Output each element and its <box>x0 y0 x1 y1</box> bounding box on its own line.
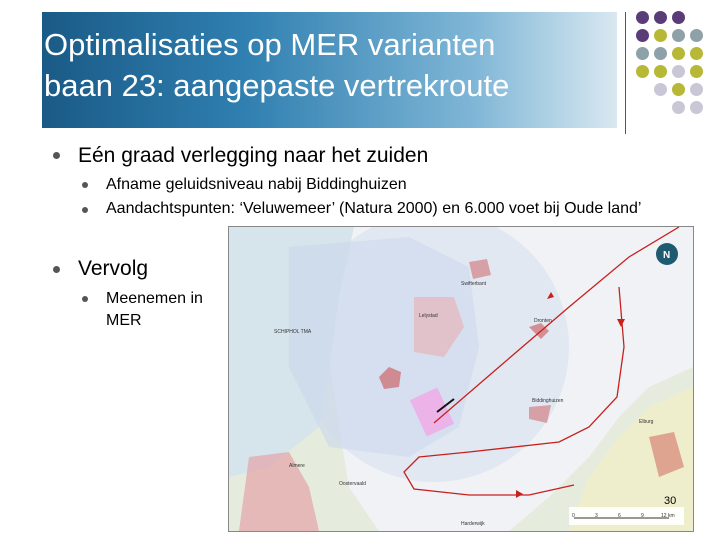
bullet-1-text: Eén graad verlegging naar het zuiden <box>78 144 429 167</box>
north-label: N <box>663 250 671 261</box>
bullet-icon <box>82 296 88 302</box>
label-biddinghuizen: Biddinghuizen <box>532 398 564 404</box>
map-graphic <box>229 227 693 531</box>
dot-icon <box>636 65 649 78</box>
dot-icon <box>672 83 685 96</box>
scale-tick: 3 <box>595 513 598 519</box>
slide-title <box>44 24 624 106</box>
page-number: 30 <box>664 495 677 507</box>
dot-icon <box>690 47 703 60</box>
label-lelystad: Lelystad <box>419 313 438 319</box>
scale-tick: 0 <box>572 513 575 519</box>
label-harderwijk: Harderwijk <box>461 521 485 527</box>
scale-tick: 9 <box>641 513 644 519</box>
route-map <box>228 226 694 532</box>
label-swifterbant: Swifterbant <box>461 281 487 287</box>
label-schiphol: SCHIPHOL TMA <box>274 329 312 335</box>
dot-icon <box>690 65 703 78</box>
dot-icon <box>672 47 685 60</box>
dot-icon <box>672 65 685 78</box>
sub-bullet-2-1: Meenemen in MER <box>106 290 203 329</box>
sub-bullet-1-2: Aandachtspunten: ‘Veluwemeer’ (Natura 2000) en 6.000 voet bij Oude land’ <box>106 200 642 217</box>
sub-bullet-1-1: Afname geluidsniveau nabij Biddinghuizen <box>106 176 407 193</box>
dot-icon <box>690 101 703 114</box>
dot-icon <box>636 47 649 60</box>
dot-icon <box>636 11 649 24</box>
dot-icon <box>654 29 667 42</box>
label-elburg: Elburg <box>639 419 654 425</box>
dot-icon <box>654 47 667 60</box>
scale-tick: 6 <box>618 513 621 519</box>
dot-icon <box>654 11 667 24</box>
dot-icon <box>654 65 667 78</box>
dot-icon <box>672 101 685 114</box>
dot-icon <box>654 83 667 96</box>
bullet-icon <box>53 266 60 273</box>
bullet-icon <box>53 152 60 159</box>
title-line-1: Optimalisaties op MER varianten <box>44 27 496 62</box>
title-divider <box>625 12 626 134</box>
label-dronten: Dronten <box>534 318 552 324</box>
label-oostervaald: Oostervaald <box>339 481 366 487</box>
dot-icon <box>690 83 703 96</box>
dot-icon <box>690 29 703 42</box>
bullet-icon <box>82 207 88 213</box>
dot-icon <box>636 29 649 42</box>
scale-tick: 12 km <box>661 513 675 519</box>
label-almere: Almere <box>289 463 305 469</box>
bullet-2-text: Vervolg <box>78 257 149 280</box>
dot-icon <box>672 11 685 24</box>
dot-icon <box>672 29 685 42</box>
title-line-2: baan 23: aangepaste vertrekroute <box>44 68 510 103</box>
bullet-icon <box>82 182 88 188</box>
